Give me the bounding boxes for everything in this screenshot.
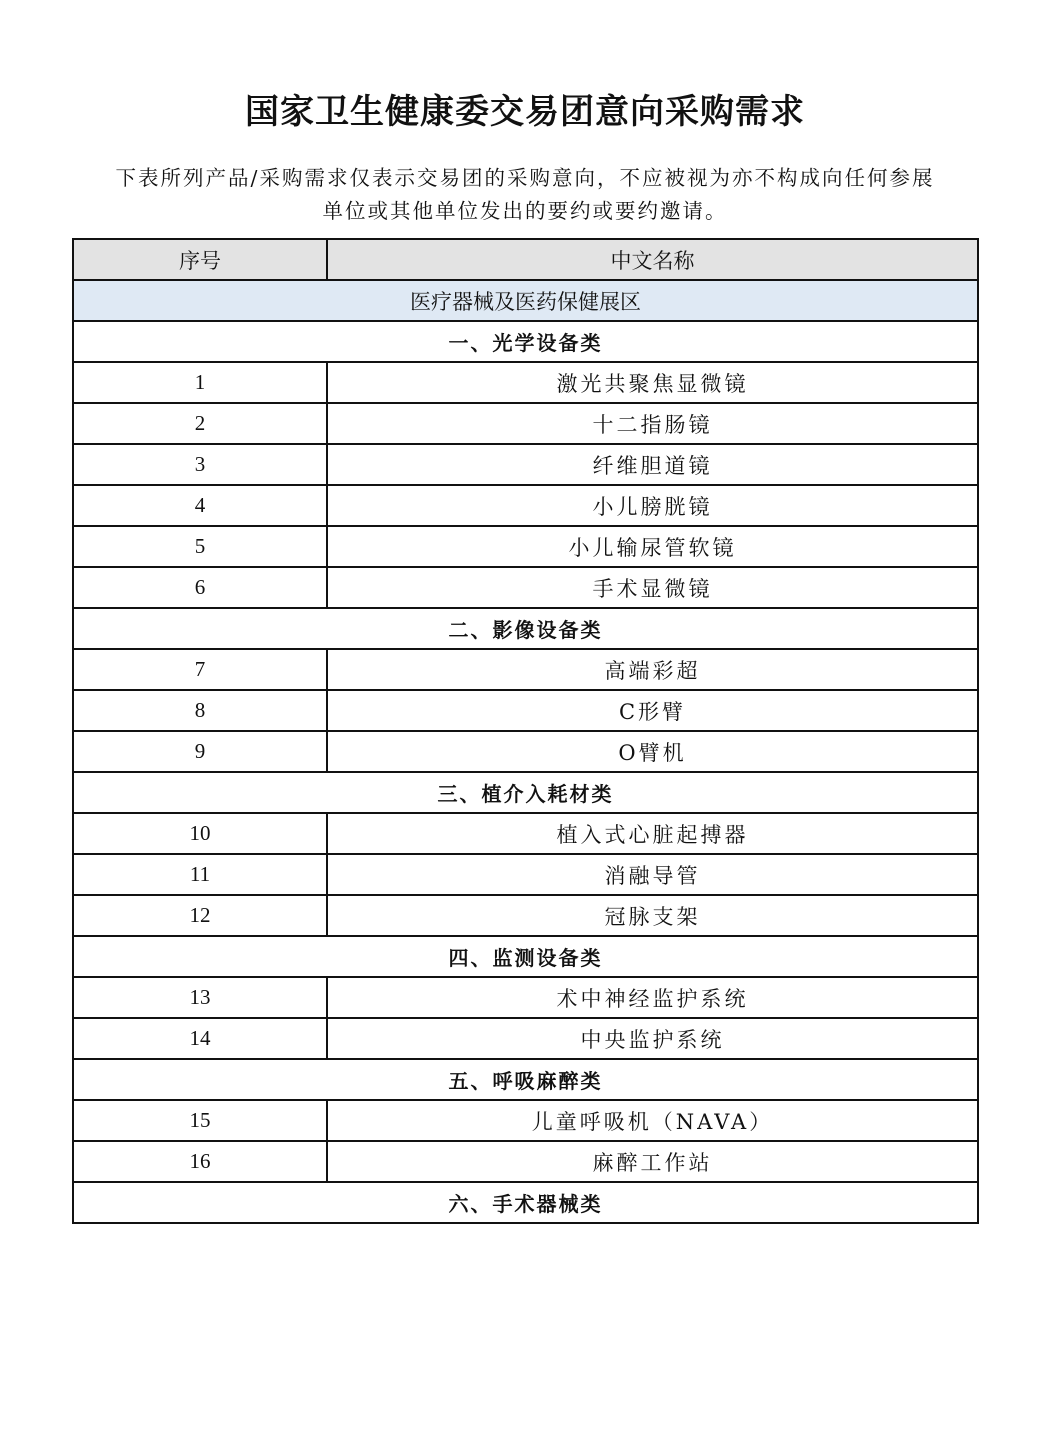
item-number: 15 xyxy=(73,1100,327,1141)
item-number: 14 xyxy=(73,1018,327,1059)
category-title: 四、监测设备类 xyxy=(73,936,978,977)
table-row xyxy=(73,649,978,690)
item-name: 植入式心脏起搏器 xyxy=(327,813,978,854)
item-name: 十二指肠镜 xyxy=(327,403,978,444)
page-title: 国家卫生健康委交易团意向采购需求 xyxy=(245,92,805,132)
item-number: 10 xyxy=(73,813,327,854)
item-number: 8 xyxy=(73,690,327,731)
zone-title: 医疗器械及医药保健展区 xyxy=(73,280,978,321)
header-name: 中文名称 xyxy=(327,239,978,280)
item-name: 中央监护系统 xyxy=(327,1018,978,1059)
item-number: 5 xyxy=(73,526,327,567)
zone-row xyxy=(73,280,978,321)
item-name: 消融导管 xyxy=(327,854,978,895)
item-name: 儿童呼吸机（NAVA） xyxy=(327,1100,978,1141)
item-number: 6 xyxy=(73,567,327,608)
table-row xyxy=(73,1018,978,1059)
item-name: 冠脉支架 xyxy=(327,895,978,936)
item-number: 11 xyxy=(73,854,327,895)
procurement-table-body xyxy=(73,239,978,1223)
disclaimer-line-2: 单位或其他单位发出的要约或要约邀请。 xyxy=(322,199,728,223)
category-row xyxy=(73,1182,978,1223)
table-header-row xyxy=(73,239,978,280)
category-title: 一、光学设备类 xyxy=(73,321,978,362)
item-number: 3 xyxy=(73,444,327,485)
table-row xyxy=(73,567,978,608)
item-number: 13 xyxy=(73,977,327,1018)
category-row xyxy=(73,772,978,813)
table-row xyxy=(73,731,978,772)
item-number: 9 xyxy=(73,731,327,772)
category-row xyxy=(73,608,978,649)
table-row xyxy=(73,362,978,403)
item-number: 4 xyxy=(73,485,327,526)
item-name: 术中神经监护系统 xyxy=(327,977,978,1018)
table-row xyxy=(73,813,978,854)
disclaimer-line-1: 下表所列产品/采购需求仅表示交易团的采购意向，不应被视为亦不构成向任何参展 xyxy=(115,166,935,190)
table-row xyxy=(73,1141,978,1182)
item-name: 小儿膀胱镜 xyxy=(327,485,978,526)
header-index: 序号 xyxy=(73,239,327,280)
item-number: 12 xyxy=(73,895,327,936)
item-number: 16 xyxy=(73,1141,327,1182)
table-row xyxy=(73,485,978,526)
category-title: 二、影像设备类 xyxy=(73,608,978,649)
item-number: 1 xyxy=(73,362,327,403)
item-name: 纤维胆道镜 xyxy=(327,444,978,485)
table-row xyxy=(73,854,978,895)
table-row xyxy=(73,1100,978,1141)
table-row xyxy=(73,977,978,1018)
table-row xyxy=(73,444,978,485)
item-name: 麻醉工作站 xyxy=(327,1141,978,1182)
category-row xyxy=(73,321,978,362)
item-number: 7 xyxy=(73,649,327,690)
disclaimer-notice xyxy=(75,162,975,228)
item-name: 激光共聚焦显微镜 xyxy=(327,362,978,403)
item-name: O臂机 xyxy=(327,731,978,772)
procurement-table xyxy=(72,238,979,1224)
item-name: 高端彩超 xyxy=(327,649,978,690)
category-row xyxy=(73,1059,978,1100)
item-name: 小儿输尿管软镜 xyxy=(327,526,978,567)
category-title: 五、呼吸麻醉类 xyxy=(73,1059,978,1100)
item-name: 手术显微镜 xyxy=(327,567,978,608)
category-row xyxy=(73,936,978,977)
table-row xyxy=(73,403,978,444)
table-row xyxy=(73,690,978,731)
category-title: 六、手术器械类 xyxy=(73,1182,978,1223)
item-name: C形臂 xyxy=(327,690,978,731)
table-row xyxy=(73,526,978,567)
item-number: 2 xyxy=(73,403,327,444)
table-row xyxy=(73,895,978,936)
category-title: 三、植介入耗材类 xyxy=(73,772,978,813)
